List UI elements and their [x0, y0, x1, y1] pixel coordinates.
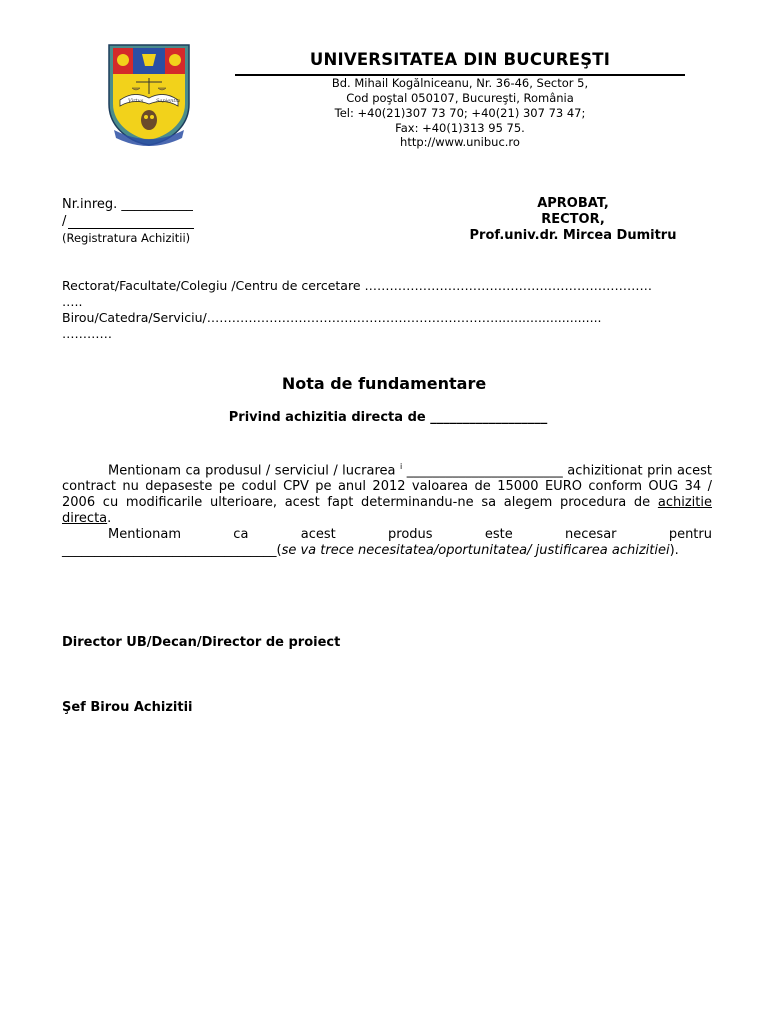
- document-title: Nota de fundamentare: [281, 374, 487, 393]
- svg-text:Sapientia: Sapientia: [156, 98, 180, 104]
- signature-sef-birou: Şef Birou Achizitii: [62, 700, 193, 715]
- address-website: http://www.unibuc.ro: [400, 135, 520, 149]
- footnote-marker: i: [400, 462, 403, 471]
- address-phone: Tel: +40(21)307 73 70; +40(21) 307 73 47;: [334, 106, 586, 120]
- paragraph-2-line-2: [62, 543, 712, 559]
- p2-blank: _________________________________: [62, 543, 277, 559]
- university-name: UNIVERSITATEA DIN BUCUREŞTI: [309, 50, 611, 69]
- svg-text:Virtus: Virtus: [128, 98, 144, 104]
- registration-slash: /: [62, 214, 67, 229]
- unit-line-rectorat-cont: …..: [62, 294, 83, 309]
- p2-open: (: [276, 543, 282, 559]
- procedure-link: achizitie directa: [62, 495, 712, 527]
- university-crest-icon: [106, 42, 192, 146]
- registry-note: (Registratura Achizitii): [62, 231, 191, 245]
- paragraph-1: [62, 459, 712, 527]
- unit-line-birou-cont: …………: [62, 326, 112, 341]
- p2-italic: se va trece necesitatea/oportunitatea/ justificarea achizitiei: [281, 543, 670, 559]
- p2-line1: Mentionam ca acest produs este necesar pentru: [108, 527, 712, 543]
- signature-director: Director UB/Decan/Director de proiect: [62, 635, 341, 650]
- body-text: [62, 459, 712, 559]
- p2-close: ).: [669, 543, 679, 559]
- document-subtitle: Privind achizitia directa de __________________: [228, 410, 548, 425]
- p1-end: .: [107, 511, 112, 527]
- unit-line-birou: Birou/Catedra/Serviciu/……………………………………………………………...........................: [62, 310, 602, 325]
- approval-role: RECTOR,: [541, 212, 605, 227]
- unit-line-rectorat: Rectorat/Facultate/Colegiu /Centru de cercetare ……………………………………………………………: [62, 278, 652, 293]
- approval-label: APROBAT,: [537, 196, 609, 211]
- address-street: Bd. Mihail Kogălniceanu, Nr. 36-46, Sector 5,: [331, 76, 589, 90]
- p1-start: Mentionam ca produsul / serviciul / lucrarea: [108, 463, 396, 479]
- p1-rest: ________________________ achizitionat prin acest contract nu depaseste pe codul CPV pe anul 2012 valoarea de 15000 EURO conform OUG 34 / 2006 cu modificarile ulterioare, acest fapt determinandu-ne sa alegem procedura de: [62, 463, 713, 511]
- address-fax: Fax: +40(1)313 95 75.: [395, 121, 525, 135]
- address-postal: Cod poştal 050107, Bucureşti, România: [346, 91, 574, 105]
- registration-blank-line: [68, 228, 194, 229]
- paragraph-2-line-1: [62, 527, 712, 543]
- approval-name: Prof.univ.dr. Mircea Dumitru: [469, 228, 677, 243]
- registration-number: Nr.inreg. ___________: [62, 197, 193, 212]
